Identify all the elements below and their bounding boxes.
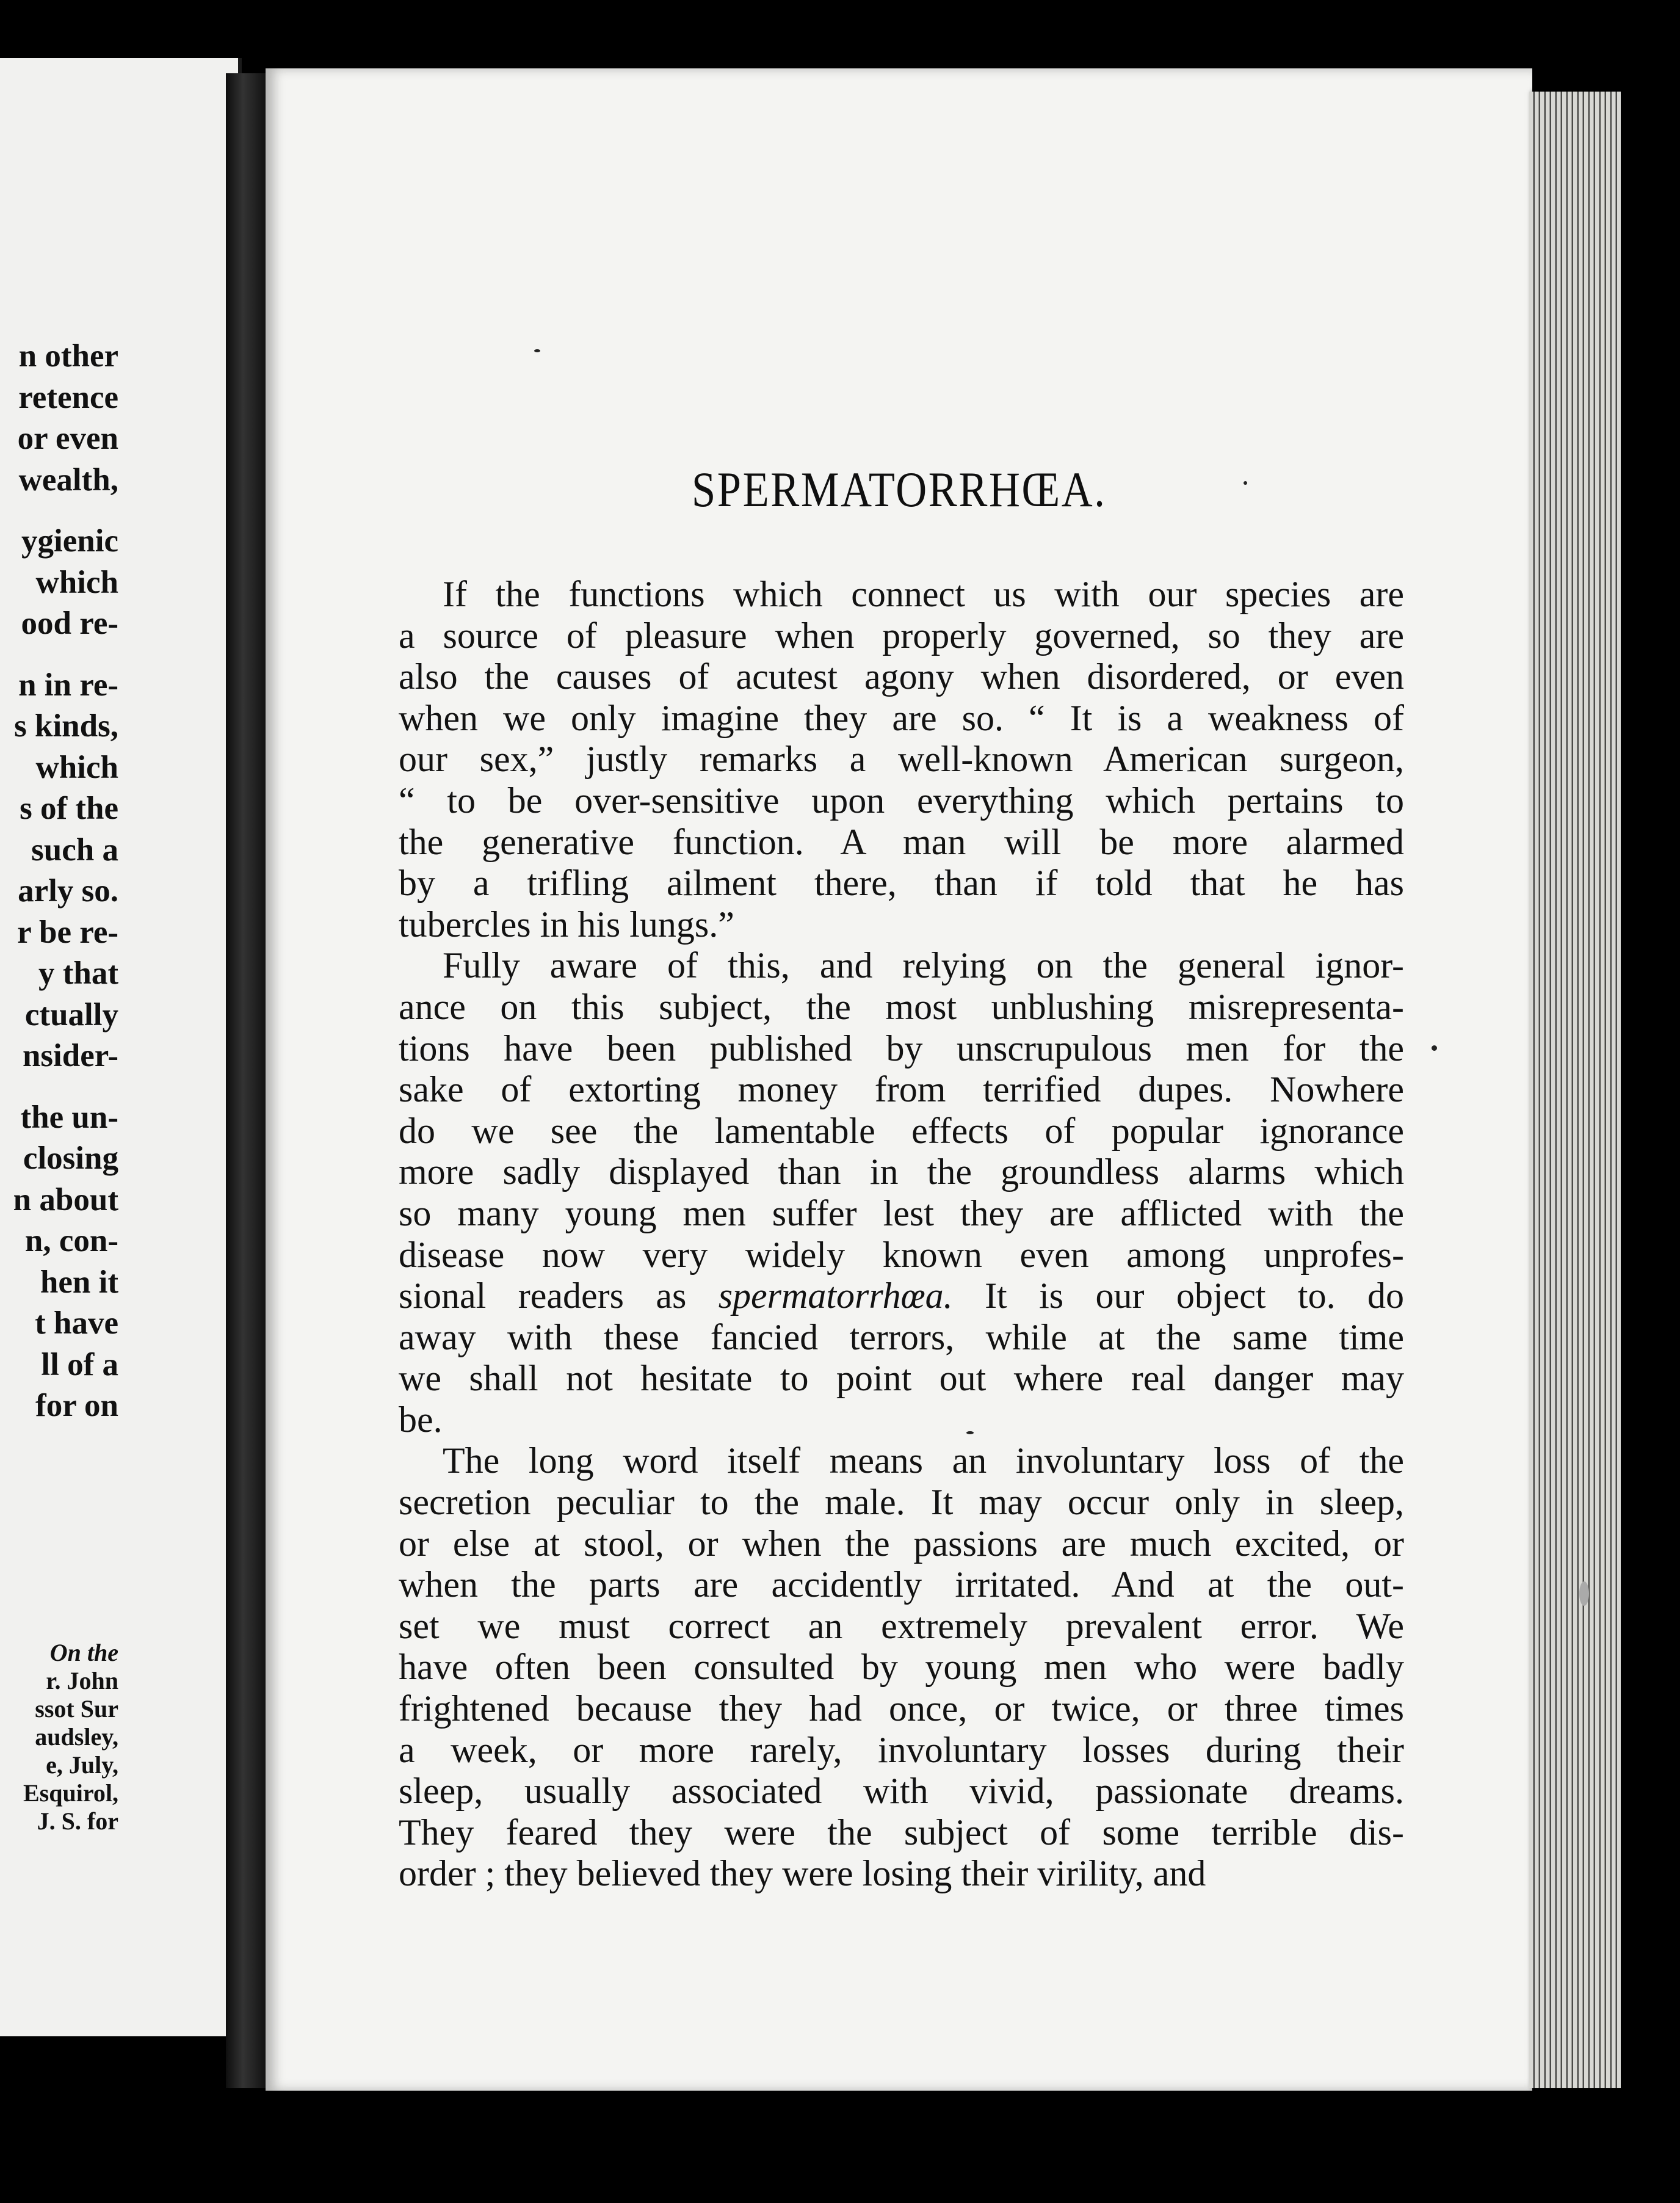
italic-term: spermatorrhœa. <box>718 1276 953 1316</box>
text-line: r be re- <box>17 914 118 950</box>
text-line: s of the <box>20 791 118 826</box>
footnote-line: J. S. for <box>37 1807 118 1835</box>
paragraph-first-line: The long word itself means an involuntary loss of the <box>443 1440 1404 1481</box>
text-line: retence <box>18 379 118 415</box>
paragraph-line: away with these fancied terrors, while at the same time <box>399 1316 1404 1357</box>
text-line: s kinds, <box>14 708 118 744</box>
text-line: for on <box>35 1388 118 1423</box>
text-line: n, con- <box>24 1223 118 1258</box>
paragraph-gap <box>13 1077 118 1097</box>
paragraph-line: have often been consulted by young men who were badly <box>399 1647 1404 1688</box>
footnote-line: r. John <box>46 1667 118 1694</box>
paragraph-line: we shall not hesitate to point out where real danger may <box>399 1358 1404 1399</box>
scan-speck <box>1432 1045 1437 1051</box>
paragraph-line: order ; they believed they were losing their virility, and <box>399 1853 1206 1894</box>
paragraph-line: sleep, usually associated with vivid, passionate dreams. <box>399 1771 1404 1812</box>
text-line: such a <box>31 832 118 868</box>
footnote-line: e, July, <box>46 1751 118 1779</box>
text-line: which <box>35 564 118 600</box>
paragraph-line: a week, or more rarely, involuntary losses during their <box>399 1729 1404 1770</box>
scan-speck <box>966 1431 974 1434</box>
paragraph-line: do we see the lamentable effects of popular ignorance <box>399 1110 1404 1151</box>
text-line: wealth, <box>18 462 118 498</box>
paragraph-line: set we must correct an extremely prevalent error. We <box>399 1605 1404 1646</box>
text-line: nsider- <box>22 1038 118 1073</box>
facing-page <box>0 58 242 2036</box>
paragraph-first-line: If the functions which connect us with our species are <box>443 574 1404 614</box>
paragraph-line: tubercles in his lungs.” <box>399 904 734 945</box>
text-line: ood re- <box>21 606 118 641</box>
paragraph-line: also the causes of acutest agony when disordered, or even <box>399 656 1404 697</box>
paragraph-line: They feared they were the subject of some terrible dis- <box>399 1812 1404 1853</box>
footnote-line: ssot Sur <box>35 1695 118 1722</box>
paragraph-line: disease now very widely known even among unprofes- <box>399 1234 1404 1275</box>
book-gutter <box>226 73 269 2088</box>
paragraph-line: frightened because they had once, or twice, or three times <box>399 1688 1404 1729</box>
paragraph-line: so many young men suffer lest they are afflicted with the <box>399 1192 1404 1233</box>
text-line: arly so. <box>18 873 118 909</box>
scan-speck <box>1579 1581 1589 1606</box>
paragraph-line: the generative function. A man will be more alarmed <box>399 821 1404 862</box>
text-line: the un- <box>20 1099 118 1135</box>
chapter-title-text: SPERMATORRHŒA. <box>692 462 1107 517</box>
page-edges <box>1529 92 1621 2088</box>
paragraph-gap <box>13 645 118 665</box>
text-line: closing <box>23 1141 118 1176</box>
paragraph-line: or else at stool, or when the passions are much excited, or <box>399 1523 1404 1564</box>
paragraph-line: secretion peculiar to the male. It may occur only in sleep, <box>399 1482 1404 1523</box>
footnote-line: audsley, <box>35 1723 118 1751</box>
paragraph-line: by a trifling ailment there, than if told that he has <box>399 863 1404 904</box>
facing-page-footnote <box>23 1639 118 1835</box>
paragraph-line: our sex,” justly remarks a well-known American surgeon, <box>399 739 1404 780</box>
scan-speck <box>534 349 540 352</box>
text-line: n other <box>18 338 118 374</box>
paragraph-gap <box>13 501 118 521</box>
text-line: t have <box>35 1305 118 1341</box>
paragraph-line: when we only imagine they are so. “ It is a weakness of <box>399 697 1404 738</box>
paragraph-line: more sadly displayed than in the groundless alarms which <box>399 1152 1404 1192</box>
paragraph-line: ance on this subject, the most unblushing misrepresenta- <box>399 986 1404 1027</box>
paragraph-line: sake of extorting money from terrified dupes. Nowhere <box>399 1069 1404 1110</box>
text-line: or even <box>17 421 118 456</box>
text-line: n in re- <box>18 667 118 703</box>
paragraph-line: when the parts are accidently irritated. And at the out- <box>399 1564 1404 1605</box>
paragraph-line: a source of pleasure when properly governed, so they are <box>399 615 1404 656</box>
text-line: which <box>35 749 118 785</box>
text-line: ygienic <box>21 523 118 559</box>
footnote-line: On the <box>49 1639 118 1666</box>
paragraph-first-line: Fully aware of this, and relying on the general ignor- <box>443 945 1404 986</box>
paragraph-line: “ to be over-sensitive upon everything which pertains to <box>399 780 1404 821</box>
scan-speck <box>1244 481 1247 485</box>
text-line: ctually <box>24 996 118 1033</box>
text-line: hen it <box>40 1264 118 1300</box>
footnote-line: Esquirol, <box>23 1779 118 1807</box>
text-line: y that <box>38 956 118 991</box>
paragraph-line: sional readers as spermatorrhœa. It is our object to. do <box>399 1276 1404 1316</box>
paragraph-line: tions have been published by unscrupulous men for the <box>399 1028 1404 1069</box>
paragraph-line: be. <box>399 1399 443 1440</box>
text-line: n about <box>13 1181 118 1218</box>
text-line: ll of a <box>41 1346 118 1382</box>
facing-page-text <box>13 336 118 1427</box>
body-text <box>399 574 1404 1895</box>
